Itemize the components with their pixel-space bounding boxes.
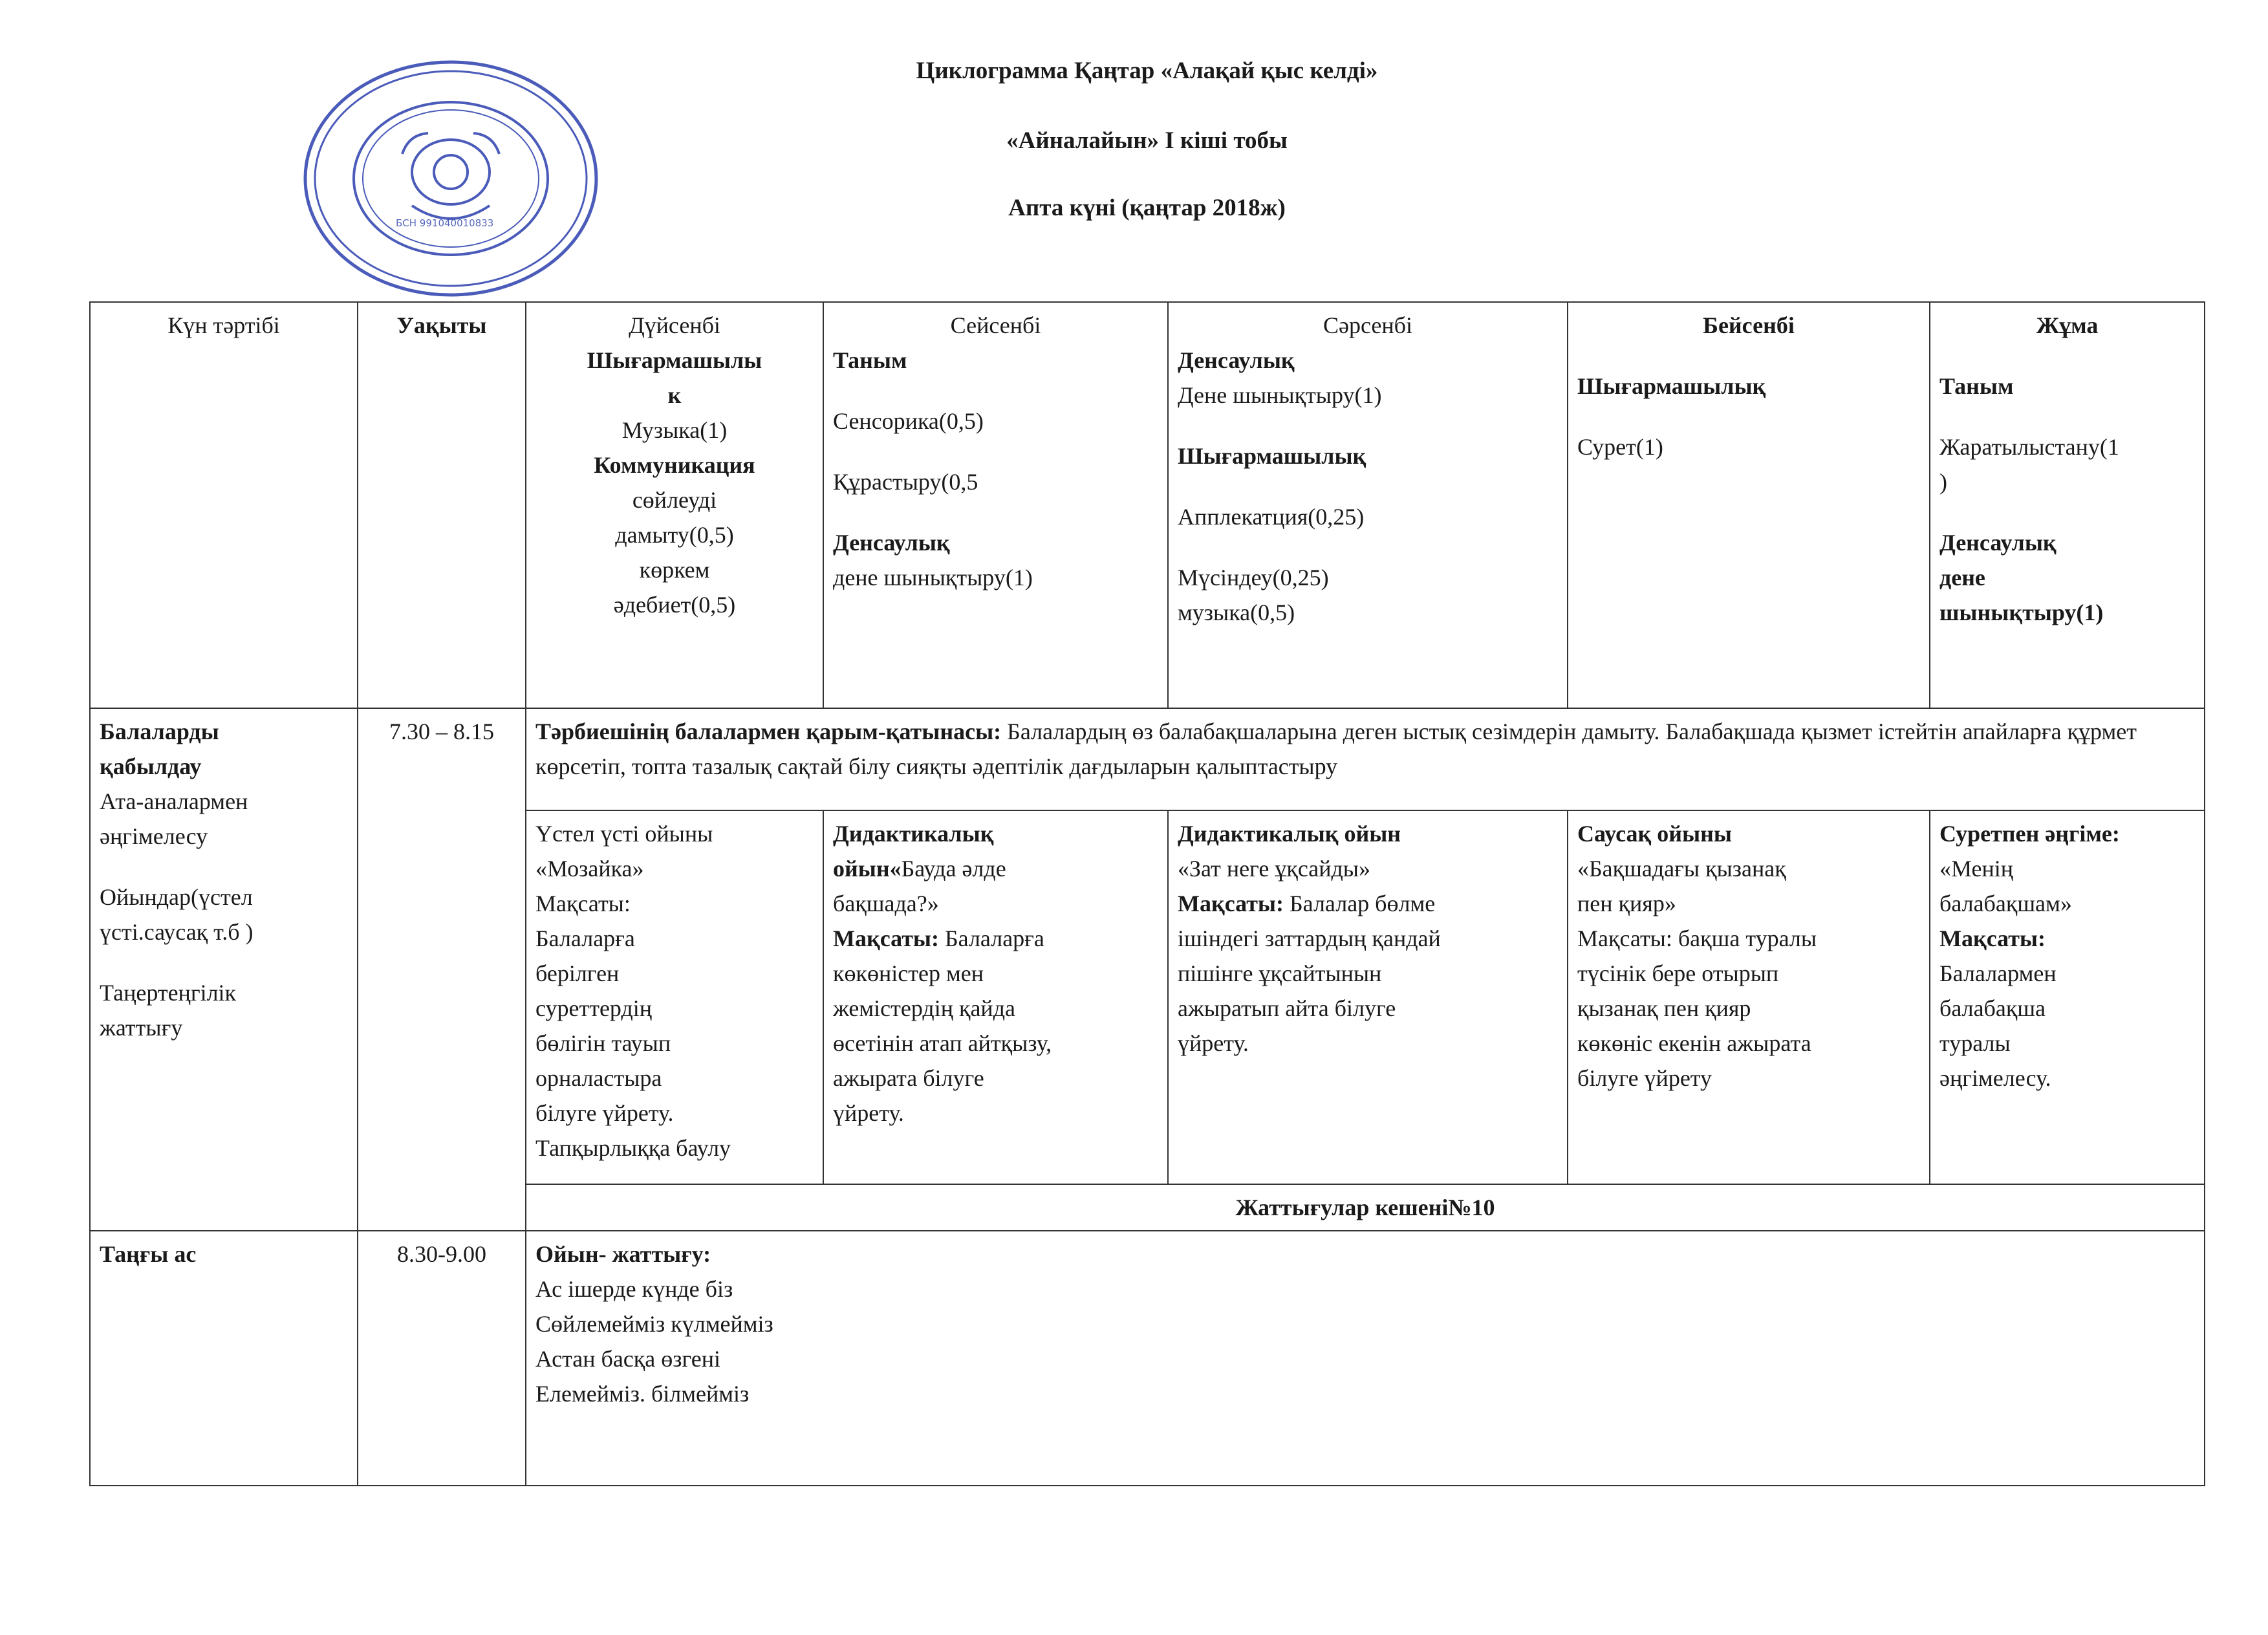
header-time: Уақыты: [358, 302, 526, 708]
game-wednesday: Дидактикалық ойын «Зат неге ұқсайды» Мақсаты: Балалар бөлме ішіндегі заттардың қандай пішінге ұқсайтынын ажыратып айта білуге үйрету.: [1168, 810, 1568, 1184]
breakfast-label: Таңғы ас: [90, 1231, 358, 1486]
header-thursday: Бейсенбі Шығармашылық Сурет(1): [1568, 302, 1930, 708]
date-title: Апта күні (қаңтар 2018ж): [1008, 195, 1286, 221]
header-friday: Жұма Таным Жаратылыстану(1 ) Денсаулық дене шынықтыру(1): [1930, 302, 2205, 708]
seal-code: БСН 991040010833: [396, 217, 494, 229]
official-seal: [299, 57, 603, 300]
breakfast-content: Ойын- жаттығу: Ас ішерде күнде біз Сөйлемейміз күлмейміз Астан басқа өзгені Елемейміз. білмейміз: [526, 1231, 2205, 1486]
teacher-communication: Тәрбиешінің балалармен қарым-қатынасы: Балалардың өз балабақшаларына деген ыстық сезімдерін дамыту. Балабақшада қызмет істейтін апайларға құрмет көрсетіп, топта тазалық сақтай білу сияқты әдептілік дағдыларын қалыптастыру: [526, 708, 2205, 810]
table-row: [90, 708, 2205, 810]
game-tuesday: Дидактикалық ойын«Бауда әлде бақшада?» Мақсаты: Балаларға көкөністер мен жемістердің қайда өсетінін атап айтқызу, ажырата білуге үйрету.: [823, 810, 1168, 1184]
game-thursday: Саусақ ойыны «Бақшадағы қызанақ пен қияр» Мақсаты: бақша туралы түсінік бере отырып қызанақ пен қияр көкөніс екенін ажырата білуге үйрету: [1568, 810, 1930, 1184]
reception-time: 7.30 – 8.15: [358, 708, 526, 1231]
reception-label: Балаларды қабылдау Ата-аналармен әңгімелесу Ойындар(үстел үсті.саусақ т.б ) Таңертеңгілік жаттығу: [90, 708, 358, 1231]
header-daily-routine: Күн тәртібі: [90, 302, 358, 708]
group-title: «Айналайын» І кіші тобы: [1006, 127, 1288, 154]
document-title: Циклограмма Қаңтар «Алақай қыс келді»: [916, 58, 1378, 84]
table-row: [90, 1231, 2205, 1486]
game-monday: Үстел үсті ойыны «Мозайка» Мақсаты: Балаларға берілген суреттердің бөлігін тауып орналастыра білуге үйрету. Тапқырлыққа баулу: [526, 810, 823, 1184]
header-row: [90, 302, 2205, 708]
schedule-table: [89, 301, 2205, 1486]
breakfast-time: 8.30-9.00: [358, 1231, 526, 1486]
header-wednesday: Сәрсенбі Денсаулық Дене шынықтыру(1) Шығармашылық Апплекатция(0,25) Мүсіндеу(0,25) музыка(0,5): [1168, 302, 1568, 708]
exercise-complex: Жаттығулар кешені№10: [526, 1184, 2205, 1231]
header-monday: Дүйсенбі Шығармашылы к Музыка(1) Коммуникация сөйлеуді дамыту(0,5) көркем әдебиет(0,5): [526, 302, 823, 708]
game-friday: Суретпен әңгіме: «Менің балабақшам» Мақсаты: Балалармен балабақша туралы әңгімелесу.: [1930, 810, 2205, 1184]
header-tuesday: Сейсенбі Таным Сенсорика(0,5) Құрастыру(0,5 Денсаулық дене шынықтыру(1): [823, 302, 1168, 708]
